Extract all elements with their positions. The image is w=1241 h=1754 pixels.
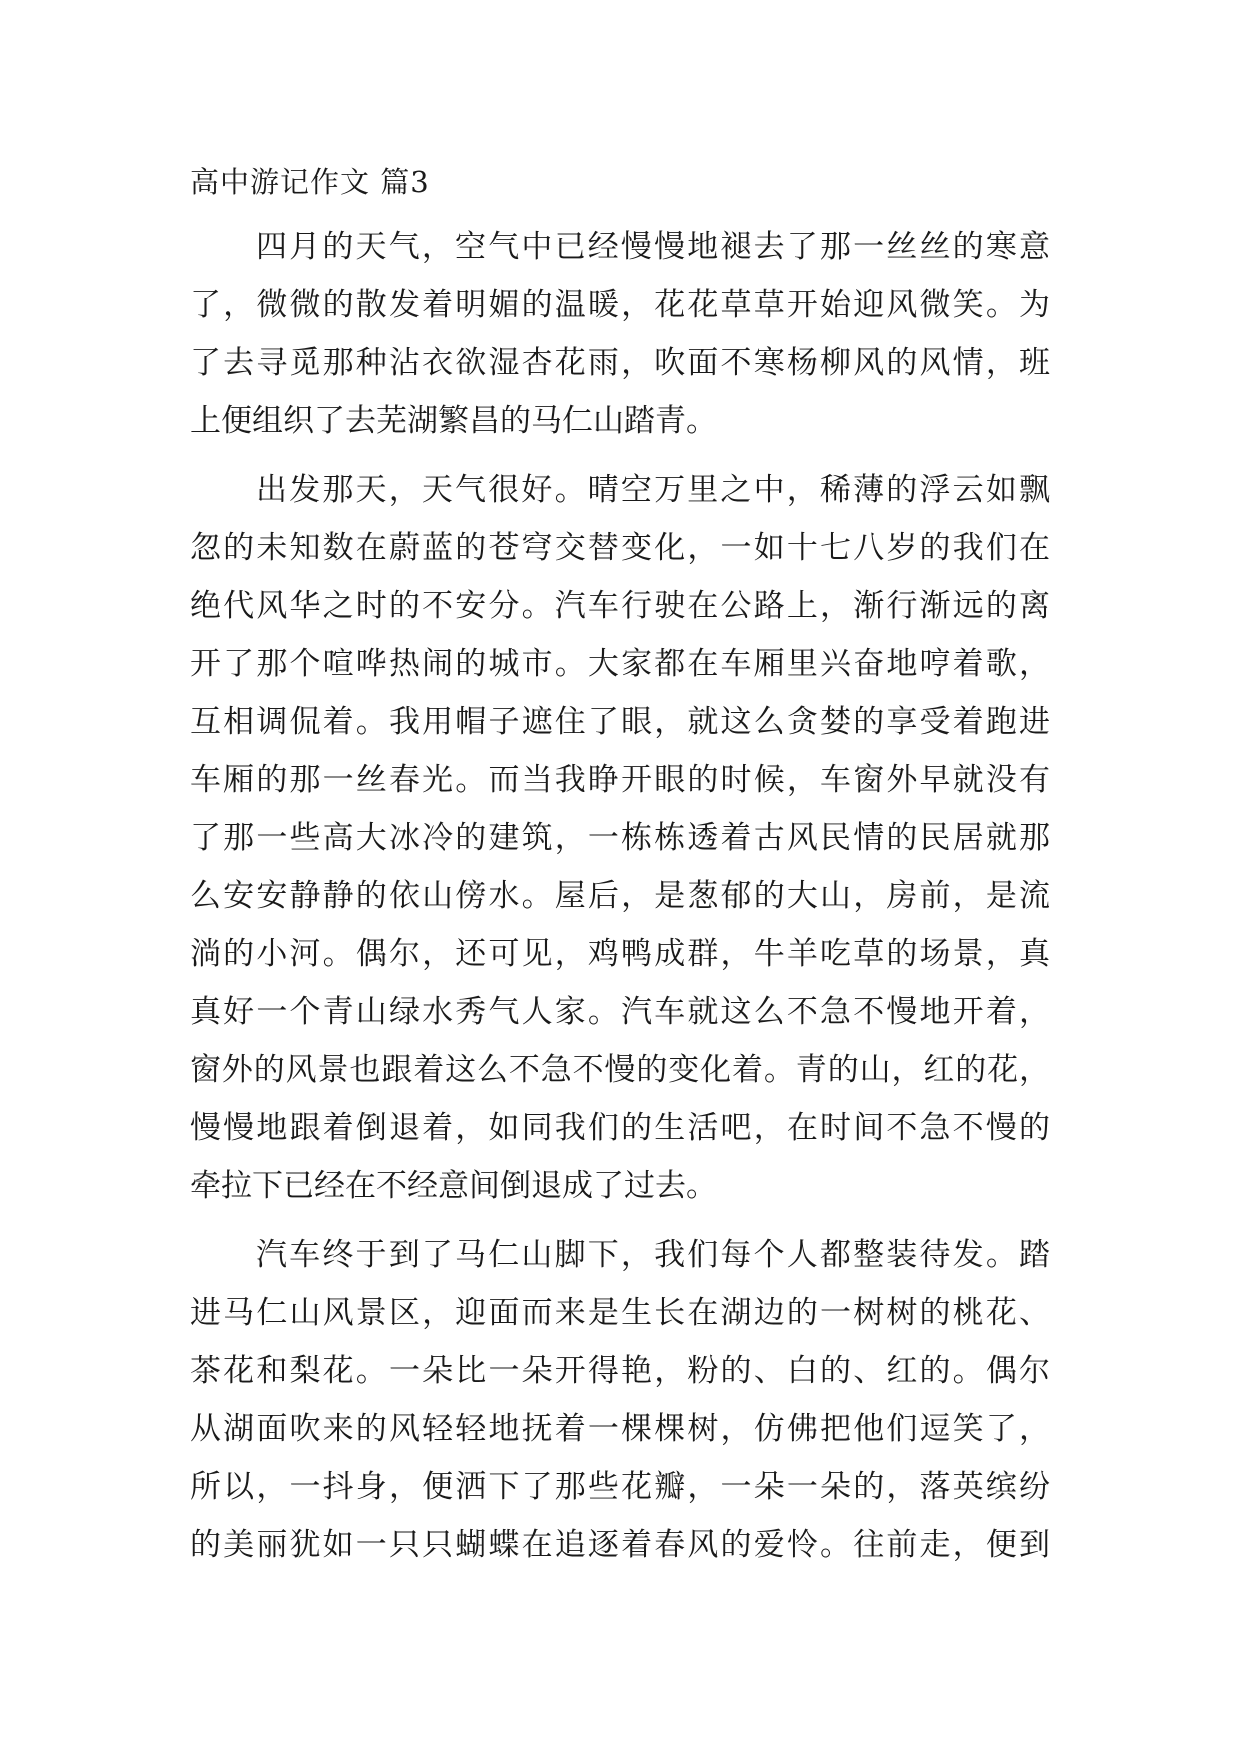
paragraph-line: 四月的天气，空气中已经慢慢地褪去了那一丝丝的寒意: [256, 229, 1050, 265]
paragraph-line: 进马仁山风景区，迎面而来是生长在湖边的一树树的桃花、: [190, 1295, 1050, 1331]
paragraph-line: 了那一些高大冰冷的建筑，一栋栋透着古风民情的民居就那: [190, 820, 1050, 856]
paragraph-2: [190, 461, 1050, 1215]
paragraph-line: 窗外的风景也跟着这么不急不慢的变化着。青的山，红的花，: [190, 1052, 1050, 1088]
paragraph-line: 上便组织了去芜湖繁昌的马仁山踏青。: [190, 403, 717, 439]
paragraph-line: 汽车终于到了马仁山脚下，我们每个人都整装待发。踏: [256, 1237, 1050, 1273]
paragraph-line: 真好一个青山绿水秀气人家。汽车就这么不急不慢地开着，: [190, 994, 1050, 1030]
paragraph-line: 淌的小河。偶尔，还可见，鸡鸭成群，牛羊吃草的场景，真: [190, 936, 1050, 972]
paragraph-line: 出发那天，天气很好。晴空万里之中，稀薄的浮云如飘: [256, 472, 1050, 508]
paragraph-3: [190, 1226, 1050, 1574]
paragraph-line: 茶花和梨花。一朵比一朵开得艳，粉的、白的、红的。偶尔: [190, 1353, 1050, 1389]
paragraph-line: 从湖面吹来的风轻轻地抚着一棵棵树，仿佛把他们逗笑了，: [190, 1411, 1050, 1447]
paragraph-line: 了，微微的散发着明媚的温暖，花花草草开始迎风微笑。为: [190, 287, 1050, 323]
paragraph-line: 牵拉下已经在不经意间倒退成了过去。: [190, 1168, 717, 1204]
essay-heading: 高中游记作文 篇3: [190, 165, 430, 199]
paragraph-line: 了去寻觅那种沾衣欲湿杏花雨，吹面不寒杨柳风的风情，班: [190, 345, 1050, 381]
paragraph-1: [190, 218, 1050, 450]
paragraph-line: 车厢的那一丝春光。而当我睁开眼的时候，车窗外早就没有: [190, 762, 1050, 798]
paragraph-line: 开了那个喧哗热闹的城市。大家都在车厢里兴奋地哼着歌，: [190, 646, 1050, 682]
paragraph-line: 所以，一抖身，便洒下了那些花瓣，一朵一朵的，落英缤纷: [190, 1469, 1050, 1505]
paragraph-line: 忽的未知数在蔚蓝的苍穹交替变化，一如十七八岁的我们在: [190, 530, 1050, 566]
paragraph-line: 慢慢地跟着倒退着，如同我们的生活吧，在时间不急不慢的: [190, 1110, 1050, 1146]
paragraph-line: 么安安静静的依山傍水。屋后，是葱郁的大山，房前，是流: [190, 878, 1050, 914]
paragraph-line: 的美丽犹如一只只蝴蝶在追逐着春风的爱怜。往前走，便到: [190, 1527, 1050, 1563]
essay-body: [190, 218, 1050, 1585]
paragraph-line: 互相调侃着。我用帽子遮住了眼，就这么贪婪的享受着跑进: [190, 704, 1050, 740]
paragraph-line: 绝代风华之时的不安分。汽车行驶在公路上，渐行渐远的离: [190, 588, 1050, 624]
